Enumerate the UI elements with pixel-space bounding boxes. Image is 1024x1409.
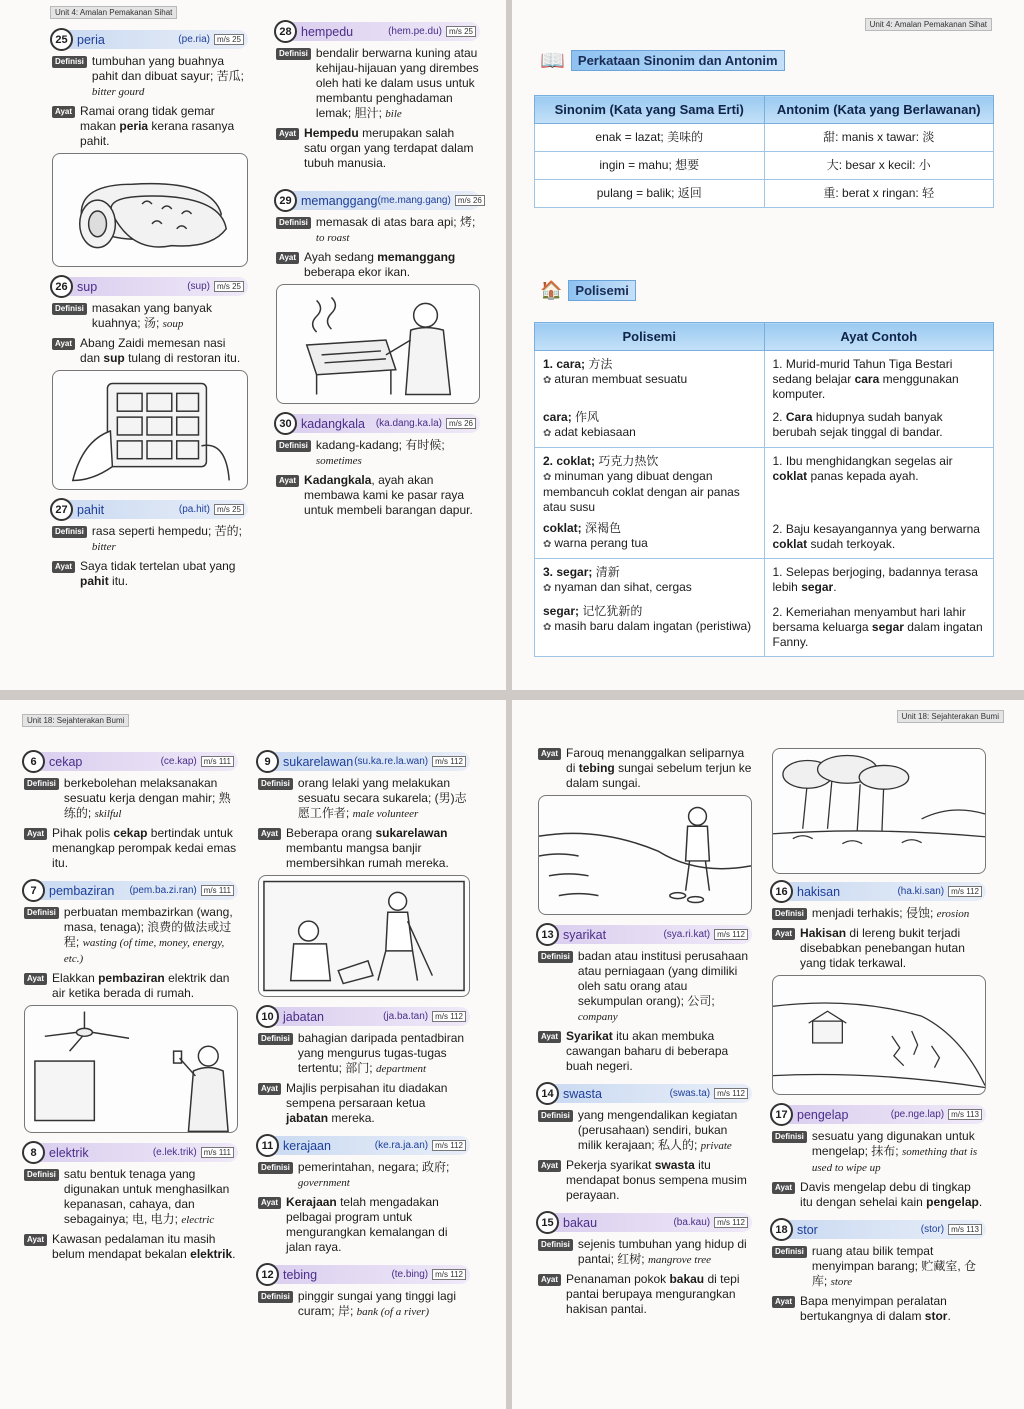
entry-pronunciation: (ce.kap) — [160, 756, 197, 767]
table-cell: ingin = mahu; 想要 — [535, 152, 765, 180]
example-sentence: Beberapa orang sukarelawan membantu mangsa banjir membersihkan rumah mereka. — [286, 826, 449, 870]
entry-header — [24, 1143, 238, 1162]
column-left — [52, 30, 248, 599]
definition-text: sesuatu yang digunakan untuk mengelap; 抹布; something that is used to wipe up — [811, 1129, 978, 1174]
page-ref: m/s 112 — [948, 886, 982, 897]
polisemi-meanings: 2. coklat; 巧克力热饮 ✿ minuman yang dibuat dengan membancuh coklat dengan air panas atau susu coklat; 深褐色 ✿ warna perang tua — [535, 448, 765, 559]
example-sentence: Kadangkala, ayah akan membawa kami ke pasar raya untuk membeli barangan dapur. — [304, 473, 473, 517]
bitter-gourd-illustration — [52, 153, 248, 267]
entry-cekap — [24, 752, 238, 871]
entry-stor — [772, 1220, 986, 1324]
definition-text: berkebolehan melaksanakan sesuatu kerja dengan mahir; 熟练的; skilful — [63, 776, 231, 820]
definisi-label: Definisi — [258, 1162, 293, 1174]
entry-header — [772, 882, 986, 901]
entry-word: kadangkala — [301, 416, 365, 431]
entry-pronunciation: (swas.ta) — [669, 1088, 711, 1099]
ayat-label: Ayat — [276, 252, 299, 264]
entry-pengelap — [772, 1105, 986, 1210]
page-ref: m/s 25 — [214, 34, 244, 45]
table-row — [535, 124, 994, 152]
definition-text: bahagian daripada pentadbiran yang mengurus tugas-tugas tertentu; 部门; department — [297, 1031, 465, 1075]
table-row — [535, 180, 994, 208]
entry-header — [52, 500, 248, 519]
page-ref: m/s 112 — [432, 756, 466, 767]
table-row — [535, 152, 994, 180]
volunteers-cleaning-illustration — [258, 875, 470, 997]
entry-pronunciation: (pa.hit) — [178, 504, 210, 515]
entry-pronunciation: (te.bing) — [391, 1269, 429, 1280]
entry-pahit — [52, 500, 248, 589]
entry-header — [772, 1220, 986, 1239]
riverbank-boy-illustration — [538, 795, 752, 915]
page-ref: m/s 113 — [948, 1109, 982, 1120]
column-left — [24, 752, 238, 1272]
entry-word: hempedu — [301, 24, 354, 39]
column-header-ayat-contoh: Ayat Contoh — [764, 323, 994, 351]
page-ref: m/s 25 — [214, 281, 244, 292]
entry-word: hakisan — [797, 884, 841, 899]
example-sentence: Davis mengelap debu di tingkap itu dengan sehelai kain pengelap. — [800, 1180, 983, 1209]
example-sentences: 1. Ibu menghidangkan segelas air coklat panas kepada ayah. 2. Baju kesayangannya yang berwarna coklat sudah terkoyak. — [764, 448, 994, 559]
definisi-label: Definisi — [276, 440, 311, 452]
example-sentences: 1. Murid-murid Tahun Tiga Bestari sedang belajar cara menggunakan komputer. 2. Cara hidupnya sudah banyak berubah sejak tinggal di bandar. — [764, 351, 994, 448]
entry-header — [258, 1007, 470, 1026]
definisi-label: Definisi — [772, 908, 807, 920]
definisi-label: Definisi — [24, 778, 59, 790]
entry-pembaziran — [24, 881, 238, 1133]
example-sentence: Saya tidak tertelan ubat yang pahit itu. — [80, 559, 236, 588]
page-ref: m/s 112 — [432, 1140, 466, 1151]
entry-header — [24, 752, 238, 771]
polisemi-section-title — [540, 280, 636, 301]
entry-header — [276, 414, 480, 433]
page-unit4-vocab — [0, 0, 506, 690]
entry-number: 8 — [22, 1141, 45, 1164]
unit-label: Unit 18: Sejahterakan Bumi — [22, 714, 129, 727]
page-ref: m/s 112 — [714, 929, 748, 940]
definisi-label: Definisi — [258, 1033, 293, 1045]
star-icon: ✿ — [543, 375, 552, 386]
definition-text: menjadi terhakis; 侵蚀; erosion — [811, 906, 970, 920]
unit-label: Unit 4: Amalan Pemakanan Sihat — [865, 18, 992, 31]
entry-number: 11 — [256, 1134, 279, 1157]
definition-text: pemerintahan, negara; 政府; government — [297, 1160, 450, 1189]
definition-text: masakan yang banyak kuahnya; 汤; soup — [91, 301, 212, 330]
example-sentence: Pihak polis cekap bertindak untuk menangkap perompak kedai emas itu. — [52, 826, 237, 870]
entry-sukarelawan — [258, 752, 470, 997]
entry-number: 30 — [274, 412, 297, 435]
definisi-label: Definisi — [24, 1169, 59, 1181]
entry-word: memanggang — [301, 193, 378, 208]
entry-pronunciation: (ha.ki.san) — [897, 886, 945, 897]
entry-hempedu — [276, 22, 480, 171]
example-sentence: Pekerja syarikat swasta itu mendapat bonus sempena musim perayaan. — [566, 1158, 747, 1202]
star-icon: ✿ — [543, 539, 552, 550]
entry-pronunciation: (ka.dang.ka.la) — [375, 418, 442, 429]
definition-text: perbuatan membazirkan (wang, masa, tenaga); 浪费的做法或过程; wasting (of time, money, energy, etc.) — [63, 905, 233, 965]
example-sentence: Ayah sedang memanggang beberapa ekor ikan. — [304, 250, 456, 279]
entry-word: pahit — [77, 502, 105, 517]
entry-elektrik — [24, 1143, 238, 1262]
column-right — [772, 744, 986, 1334]
entry-number: 13 — [536, 923, 559, 946]
entry-header — [538, 925, 752, 944]
ayat-label: Ayat — [52, 561, 75, 573]
star-icon: ✿ — [543, 428, 552, 439]
table-cell: enak = lazat; 美味的 — [535, 124, 765, 152]
entry-number: 10 — [256, 1005, 279, 1028]
entry-header — [538, 1084, 752, 1103]
entry-pronunciation: (sup) — [187, 281, 210, 292]
table-cell: 大: besar x kecil: 小 — [764, 152, 994, 180]
mangrove-illustration — [772, 748, 986, 874]
ayat-label: Ayat — [772, 928, 795, 940]
polisemi-meanings: 3. segar; 清新 ✿ nyaman dan sihat, cergas segar; 记忆犹新的 ✿ masih baru dalam ingatan (peristiwa) — [535, 559, 765, 657]
entry-word: pengelap — [797, 1107, 849, 1122]
table-row — [535, 448, 994, 559]
ayat-label: Ayat — [24, 973, 47, 985]
page-ref: m/s 25 — [214, 504, 244, 515]
entry-header — [24, 881, 238, 900]
entry-bakau — [538, 1213, 752, 1317]
example-sentence: Hempedu merupakan salah satu organ yang terdapat dalam tubuh manusia. — [304, 126, 474, 170]
unit-label: Unit 4: Amalan Pemakanan Sihat — [50, 6, 177, 19]
definisi-label: Definisi — [772, 1131, 807, 1143]
definisi-label: Definisi — [24, 907, 59, 919]
ayat-label: Ayat — [258, 1197, 281, 1209]
ayat-label: Ayat — [772, 1182, 795, 1194]
definition-text: kadang-kadang; 有时候; sometimes — [315, 438, 445, 467]
entry-peria — [52, 30, 248, 267]
entry-pronunciation: (sya.ri.kat) — [663, 929, 711, 940]
entry-number: 17 — [770, 1103, 793, 1126]
page-ref: m/s 111 — [201, 885, 234, 896]
example-sentence: Elakkan pembaziran elektrik dan air ketika berada di rumah. — [52, 971, 230, 1000]
example-sentence: Syarikat itu akan membuka cawangan baharu di beberapa buah negeri. — [566, 1029, 729, 1073]
entry-header — [276, 191, 480, 210]
entry-word: tebing — [283, 1267, 318, 1282]
column-right — [276, 22, 480, 528]
example-sentences: 1. Selepas berjoging, badannya terasa lebih segar. 2. Kemeriahan menyambut hari lahir bersama keluarga segar dalam ingatan Fanny. — [764, 559, 994, 657]
column-right — [258, 752, 470, 1330]
star-icon: ✿ — [543, 472, 552, 483]
entry-number: 28 — [274, 20, 297, 43]
definisi-label: Definisi — [772, 1246, 807, 1258]
definition-text: orang lelaki yang melakukan sesuatu secara sukarela; (男)志愿工作者; male volunteer — [297, 776, 467, 820]
table-cell: pulang = balik; 返回 — [535, 180, 765, 208]
entry-pronunciation: (pe.ria) — [178, 34, 210, 45]
entry-pronunciation: (me.mang.gang) — [377, 195, 451, 206]
entry-kerajaan — [258, 1136, 470, 1255]
entry-number: 29 — [274, 189, 297, 212]
entry-pronunciation: (ja.ba.tan) — [383, 1011, 429, 1022]
polisemi-meanings: 1. cara; 方法 ✿ aturan membuat sesuatu cara; 作风 ✿ adat kebiasaan — [535, 351, 765, 448]
entry-number: 27 — [50, 498, 73, 521]
page-sinonim-polisemi — [512, 0, 1024, 690]
table-row — [535, 351, 994, 448]
page-ref: m/s 112 — [432, 1011, 466, 1022]
example-sentence: Farouq menanggalkan seliparnya di tebing sungai sebelum terjun ke dalam sungai. — [566, 746, 752, 790]
entry-memanggang — [276, 191, 480, 404]
entry-number: 6 — [22, 750, 45, 773]
entry-word: peria — [77, 32, 105, 47]
page-ref: m/s 112 — [432, 1269, 466, 1280]
page-ref: m/s 111 — [201, 756, 234, 767]
page-ref: m/s 113 — [948, 1224, 982, 1235]
entry-number: 9 — [256, 750, 279, 773]
entry-word: elektrik — [49, 1145, 89, 1160]
definisi-label: Definisi — [52, 303, 87, 315]
page-ref: m/s 111 — [201, 1147, 234, 1158]
ayat-label: Ayat — [538, 1160, 561, 1172]
entry-pronunciation: (e.lek.trik) — [152, 1147, 197, 1158]
entry-header — [276, 22, 480, 41]
table-cell: 重: berat x ringan: 轻 — [764, 180, 994, 208]
page-ref: m/s 26 — [455, 195, 485, 206]
page-ref: m/s 25 — [446, 26, 476, 37]
table-row — [535, 559, 994, 657]
ayat-label: Ayat — [276, 475, 299, 487]
entry-kadangkala — [276, 414, 480, 518]
definition-text: pinggir sungai yang tinggi lagi curam; 岸; bank (of a river) — [297, 1289, 457, 1318]
ayat-label: Ayat — [538, 1274, 561, 1286]
example-sentence: Bapa menyimpan peralatan bertukangnya di dalam stor. — [800, 1294, 951, 1323]
entry-number: 26 — [50, 275, 73, 298]
example-sentence: Ramai orang tidak gemar makan peria kerana rasanya pahit. — [80, 104, 235, 148]
ayat-label: Ayat — [258, 1083, 281, 1095]
definition-text: memasak di atas bara api; 烤; to roast — [315, 215, 476, 244]
entry-swasta — [538, 1084, 752, 1203]
entry-header — [538, 1213, 752, 1232]
house-icon: 🏠 — [540, 280, 563, 300]
entry-pronunciation: (stor) — [920, 1224, 945, 1235]
entry-tebing — [258, 1265, 470, 1320]
page-ref: m/s 112 — [714, 1217, 748, 1228]
entry-word: jabatan — [283, 1009, 325, 1024]
definisi-label: Definisi — [258, 778, 293, 790]
entry-header — [258, 1265, 470, 1284]
example-sentence: Kawasan pedalaman itu masih belum mendapat bekalan elektrik. — [52, 1232, 236, 1261]
entry-number: 15 — [536, 1211, 559, 1234]
definisi-label: Definisi — [276, 217, 311, 229]
ayat-label: Ayat — [772, 1296, 795, 1308]
entry-word: swasta — [563, 1086, 602, 1101]
definisi-label: Definisi — [276, 48, 311, 60]
entry-word: stor — [797, 1222, 818, 1237]
sinonim-antonim-table — [534, 95, 994, 208]
column-header-antonim: Antonim (Kata yang Berlawanan) — [764, 96, 994, 124]
entry-tebing-example — [538, 746, 752, 915]
ayat-label: Ayat — [52, 338, 75, 350]
ayat-label: Ayat — [24, 828, 47, 840]
entry-header — [258, 752, 470, 771]
ayat-label: Ayat — [538, 1031, 561, 1043]
sinonim-section-title — [540, 48, 785, 73]
table-cell: 甜: manis x tawar: 淡 — [764, 124, 994, 152]
book-icon: 📖 — [540, 50, 565, 72]
definisi-label: Definisi — [538, 1110, 573, 1122]
entry-number: 7 — [22, 879, 45, 902]
ayat-label: Ayat — [276, 128, 299, 140]
soup-menu-illustration — [52, 370, 248, 490]
entry-sup — [52, 277, 248, 490]
section-heading: Polisemi — [568, 280, 635, 301]
entry-word: syarikat — [563, 927, 607, 942]
entry-number: 12 — [256, 1263, 279, 1286]
definition-text: rasa seperti hempedu; 苦的; bitter — [91, 524, 242, 553]
entry-hakisan — [772, 882, 986, 1095]
definition-text: satu bentuk tenaga yang digunakan untuk menghasilkan kepanasan, cahaya, dan sebagainya; 电, 电力; electric — [63, 1167, 230, 1226]
entry-pronunciation: (su.ka.re.la.wan) — [354, 756, 429, 767]
column-header-polisemi: Polisemi — [535, 323, 765, 351]
definisi-label: Definisi — [52, 56, 87, 68]
entry-word: cekap — [49, 754, 83, 769]
entry-word: sup — [77, 279, 98, 294]
ayat-label: Ayat — [24, 1234, 47, 1246]
entry-pronunciation: (ke.ra.ja.an) — [374, 1140, 429, 1151]
column-left — [538, 746, 752, 1327]
ayat-label: Ayat — [52, 106, 75, 118]
landslide-erosion-illustration — [772, 975, 986, 1095]
column-header-sinonim: Sinonim (Kata yang Sama Erti) — [535, 96, 765, 124]
unit-label: Unit 18: Sejahterakan Bumi — [897, 710, 1004, 723]
star-icon: ✿ — [543, 583, 552, 594]
entry-word: sukarelawan — [283, 754, 354, 769]
section-heading: Perkataan Sinonim dan Antonim — [571, 50, 785, 71]
entry-pronunciation: (hem.pe.du) — [388, 26, 442, 37]
definisi-label: Definisi — [52, 526, 87, 538]
entry-jabatan — [258, 1007, 470, 1126]
definition-text: yang mengendalikan kegiatan (perusahaan) sendiri, bukan milik kerajaan; 私人的; private — [577, 1108, 738, 1152]
entry-header — [772, 1105, 986, 1124]
definition-text: bendalir berwarna kuning atau kehijau-hijauan yang dirembes oleh hati ke dalam usus untuk membantu penghadaman lemak; 胆汁; bile — [315, 46, 479, 120]
switch-off-fan-illustration — [24, 1005, 238, 1133]
entry-header — [258, 1136, 470, 1155]
entry-number: 14 — [536, 1082, 559, 1105]
entry-number: 18 — [770, 1218, 793, 1241]
page-ref: m/s 26 — [446, 418, 476, 429]
definisi-label: Definisi — [538, 1239, 573, 1251]
entry-word: pembaziran — [49, 883, 115, 898]
example-sentence: Kerajaan telah mengadakan pelbagai program untuk mengurangkan kemalangan di jalan raya. — [286, 1195, 448, 1254]
entry-pronunciation: (pe.nge.lap) — [890, 1109, 945, 1120]
entry-syarikat — [538, 925, 752, 1074]
entry-pronunciation: (pem.ba.zi.ran) — [129, 885, 197, 896]
page-ref: m/s 112 — [714, 1088, 748, 1099]
page-unit18-vocab-a — [0, 700, 506, 1409]
entry-pronunciation: (ba.kau) — [673, 1217, 711, 1228]
ayat-label: Ayat — [258, 828, 281, 840]
example-sentence: Hakisan di lereng bukit terjadi disebabkan penebangan hutan yang tidak terkawal. — [800, 926, 965, 970]
polisemi-table — [534, 322, 994, 657]
ayat-label: Ayat — [538, 748, 561, 760]
definition-text: ruang atau bilik tempat menyimpan barang; 贮藏室, 仓库; store — [811, 1244, 976, 1288]
definisi-label: Definisi — [538, 951, 573, 963]
entry-header — [52, 277, 248, 296]
entry-header — [52, 30, 248, 49]
grilling-fish-illustration — [276, 284, 480, 404]
definition-text: badan atau institusi perusahaan atau perniagaan (yang dimiliki oleh satu orang atau sekumpulan orang); 公司; company — [577, 949, 749, 1023]
star-icon: ✿ — [543, 622, 552, 633]
definition-text: tumbuhan yang buahnya pahit dan dibuat sayur; 苦瓜; bitter gourd — [91, 54, 245, 98]
entry-number: 16 — [770, 880, 793, 903]
definition-text: sejenis tumbuhan yang hidup di pantai; 红树; mangrove tree — [577, 1237, 747, 1266]
definisi-label: Definisi — [258, 1291, 293, 1303]
example-sentence: Abang Zaidi memesan nasi dan sup tulang di restoran itu. — [80, 336, 241, 365]
page-unit18-vocab-b — [512, 700, 1024, 1409]
entry-number: 25 — [50, 28, 73, 51]
example-sentence: Penanaman pokok bakau di tepi pantai berupaya mengurangkan hakisan pantai. — [566, 1272, 740, 1316]
example-sentence: Majlis perpisahan itu diadakan sempena persaraan ketua jabatan mereka. — [286, 1081, 448, 1125]
entry-word: kerajaan — [283, 1138, 331, 1153]
entry-word: bakau — [563, 1215, 598, 1230]
